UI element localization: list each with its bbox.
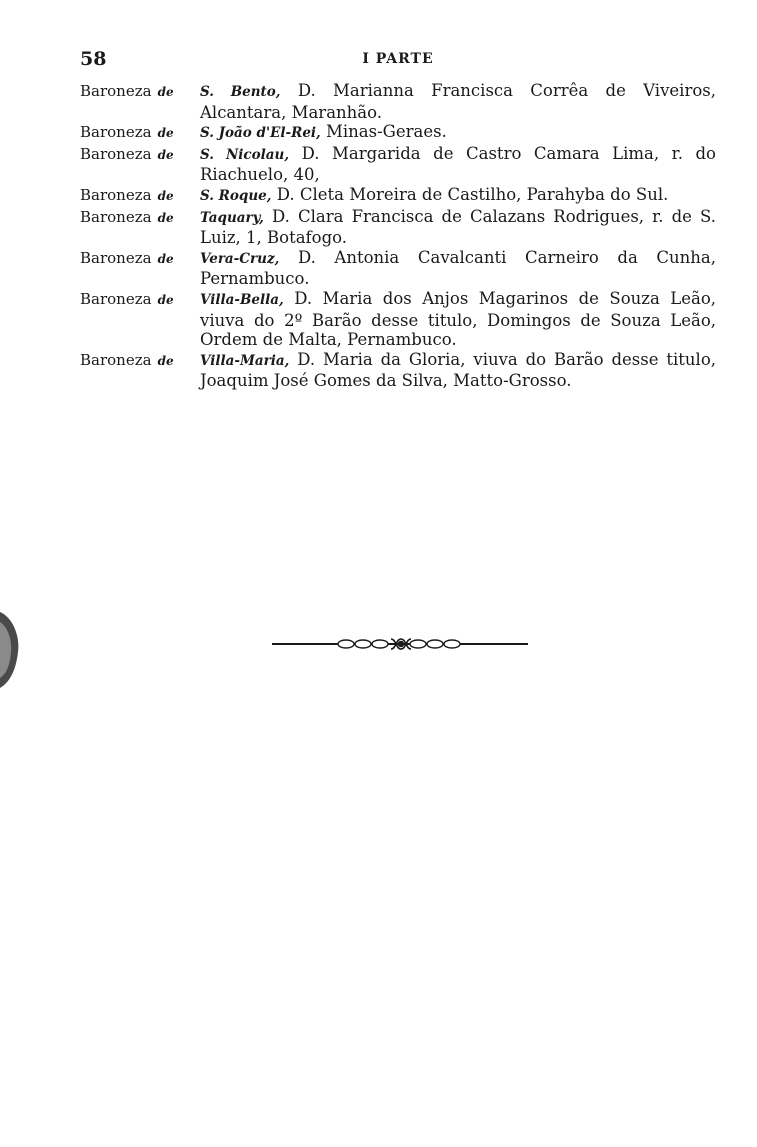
entry-place: Villa-Bella, bbox=[200, 291, 284, 308]
entry-prep: de bbox=[157, 147, 174, 162]
entry-place: S. Roque, bbox=[200, 187, 272, 204]
entry-s-joao-del-rei bbox=[80, 122, 716, 144]
entry-prep: de bbox=[157, 85, 174, 99]
entry-title: Baroneza bbox=[80, 123, 152, 142]
entry-text: D. Antonia Cavalcanti Carneiro da Cunha, Pernambuco. bbox=[200, 247, 717, 289]
entry-text: D. Cleta Moreira de Castilho, Parahyba do Sul. bbox=[276, 184, 669, 204]
entry-place: S. João d'El-Rei, bbox=[200, 125, 321, 142]
running-head: I PARTE bbox=[362, 51, 434, 67]
entry-title: Baroneza bbox=[80, 289, 152, 308]
entry-place: Vera-Cruz, bbox=[200, 250, 280, 267]
entry-title: Baroneza bbox=[80, 185, 152, 204]
entry-s-nicolau bbox=[80, 144, 716, 185]
entry-title: Baroneza bbox=[80, 144, 152, 163]
entry-list bbox=[80, 81, 716, 391]
entry-label bbox=[80, 248, 200, 270]
entry-vera-cruz bbox=[80, 248, 716, 289]
page-edge-shadow bbox=[0, 608, 22, 692]
entry-label bbox=[80, 81, 200, 103]
entry-title: Baroneza bbox=[80, 207, 152, 226]
entry-label bbox=[80, 207, 200, 229]
entry-prep: de bbox=[157, 353, 174, 368]
entry-label bbox=[80, 350, 200, 372]
entry-text: D. Marianna Francisca Corrêa de Viveiros, Alcantara, Maranhão. bbox=[200, 81, 716, 122]
entry-prep: de bbox=[157, 292, 174, 307]
entry-s-roque bbox=[80, 185, 716, 207]
page-number: 58 bbox=[80, 48, 107, 70]
entry-place: Villa-Maria, bbox=[200, 352, 290, 369]
entry-title: Baroneza bbox=[80, 248, 152, 267]
page-header bbox=[80, 48, 716, 72]
ornamental-rule-icon bbox=[272, 636, 528, 652]
entry-text: D. Margarida de Castro Camara Lima, r. do Riachuelo, 40, bbox=[200, 143, 716, 185]
entry-villa-maria bbox=[80, 350, 716, 391]
entry-title: Baroneza bbox=[80, 82, 152, 100]
entry-text: D. Clara Francisca de Calazans Rodrigues, r. de S. Luiz, 1, Botafogo. bbox=[200, 206, 717, 248]
entry-taquary bbox=[80, 207, 716, 248]
entry-prep: de bbox=[157, 251, 174, 266]
entry-label bbox=[80, 144, 200, 166]
entry-prep: de bbox=[157, 126, 174, 141]
entry-text: D. Maria dos Anjos Magarinos de Souza Leão, viuva do 2º Barão desse titulo, Domingos de Souza Leão, Ordem de Malta, Pernambuco. bbox=[200, 288, 717, 350]
entry-prep: de bbox=[157, 210, 174, 225]
entry-place: S. Bento, bbox=[200, 84, 281, 100]
entry-label bbox=[80, 185, 200, 207]
entry-label bbox=[80, 289, 200, 311]
entry-prep: de bbox=[157, 188, 174, 203]
entry-title: Baroneza bbox=[80, 350, 152, 369]
entry-text: Minas-Geraes. bbox=[326, 122, 447, 142]
entry-label bbox=[80, 122, 200, 144]
entry-place: Taquary, bbox=[200, 209, 264, 226]
entry-text: D. Maria da Gloria, viuva do Barão desse titulo, Joaquim José Gomes da Silva, Matto-Grosso. bbox=[200, 349, 716, 391]
entry-place: S. Nicolau, bbox=[200, 146, 290, 163]
entry-s-bento bbox=[80, 81, 716, 122]
entry-villa-bella bbox=[80, 289, 716, 350]
